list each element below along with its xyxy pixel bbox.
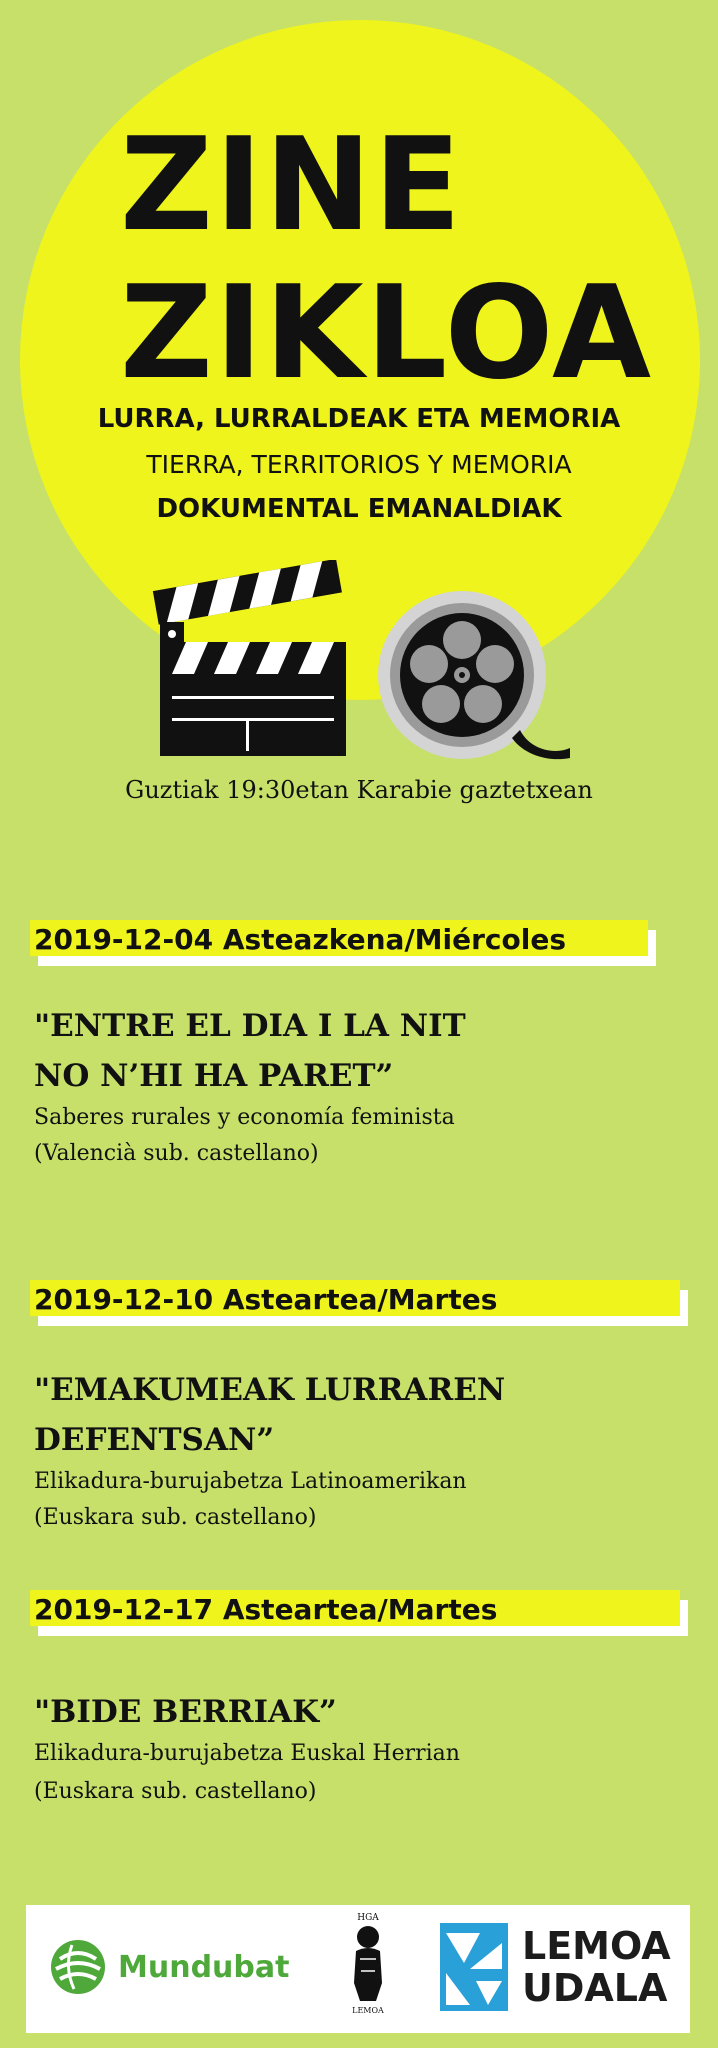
film-reel-icon [370,590,580,760]
screening-date: 2019-12-17 Asteartea/Martes [34,1593,498,1626]
subtitle-spanish: TIERRA, TERRITORIOS Y MEMORIA [146,450,572,479]
figure-icon [348,1923,388,2003]
title-line-1: ZINE [120,111,463,260]
clapperboard-icon [152,560,352,756]
higa-logo-top-text: HGA [357,1913,379,1923]
film-description: Elikadura-burujabetza Latinoamerikan [34,1469,467,1494]
film-description: Saberes rurales y economía feminista [34,1105,455,1130]
title-line-2: ZIKLOA [120,259,654,408]
film-title-line-1: "EMAKUMEAK LURRAREN [34,1372,506,1408]
film-title-line-1: "BIDE BERRIAK” [34,1694,337,1730]
date-banner [30,920,648,956]
film-title-line-1: "ENTRE EL DIA I LA NIT [34,1008,466,1044]
lemoa-line-1: LEMOA [522,1924,671,1968]
screening-date: 2019-12-04 Asteazkena/Miércoles [34,923,567,956]
venue-info: Guztiak 19:30etan Karabie gaztetxean [125,776,593,804]
subtitle-type: DOKUMENTAL EMANALDIAK [156,494,562,524]
date-banner [30,1590,680,1626]
lemoa-emblem-icon [440,1923,508,2011]
film-language: (Valencià sub. castellano) [34,1141,319,1166]
lemoa-line-2: UDALA [522,1966,668,2010]
film-language: (Euskara sub. castellano) [34,1779,317,1804]
date-banner [30,1280,680,1316]
subtitle-basque: LURRA, LURRALDEAK ETA MEMORIA [97,404,621,434]
lemoa-udala-logo [440,1923,671,2011]
film-language: (Euskara sub. castellano) [34,1505,317,1530]
globe-icon [50,1939,106,1995]
film-description: Elikadura-burujabetza Euskal Herrian [34,1741,460,1766]
film-title-line-2: DEFENTSAN” [34,1422,275,1458]
sponsor-footer [26,1905,690,2033]
film-title-line-2: NO N’HI HA PARET” [34,1058,394,1094]
mundubat-logo [50,1939,289,1995]
higa-logo-bottom-text: LEMOA [352,2006,384,2015]
mundubat-label: Mundubat [118,1949,290,1985]
higa-lemoa-logo [344,1913,392,2025]
screening-date: 2019-12-10 Asteartea/Martes [34,1283,498,1316]
